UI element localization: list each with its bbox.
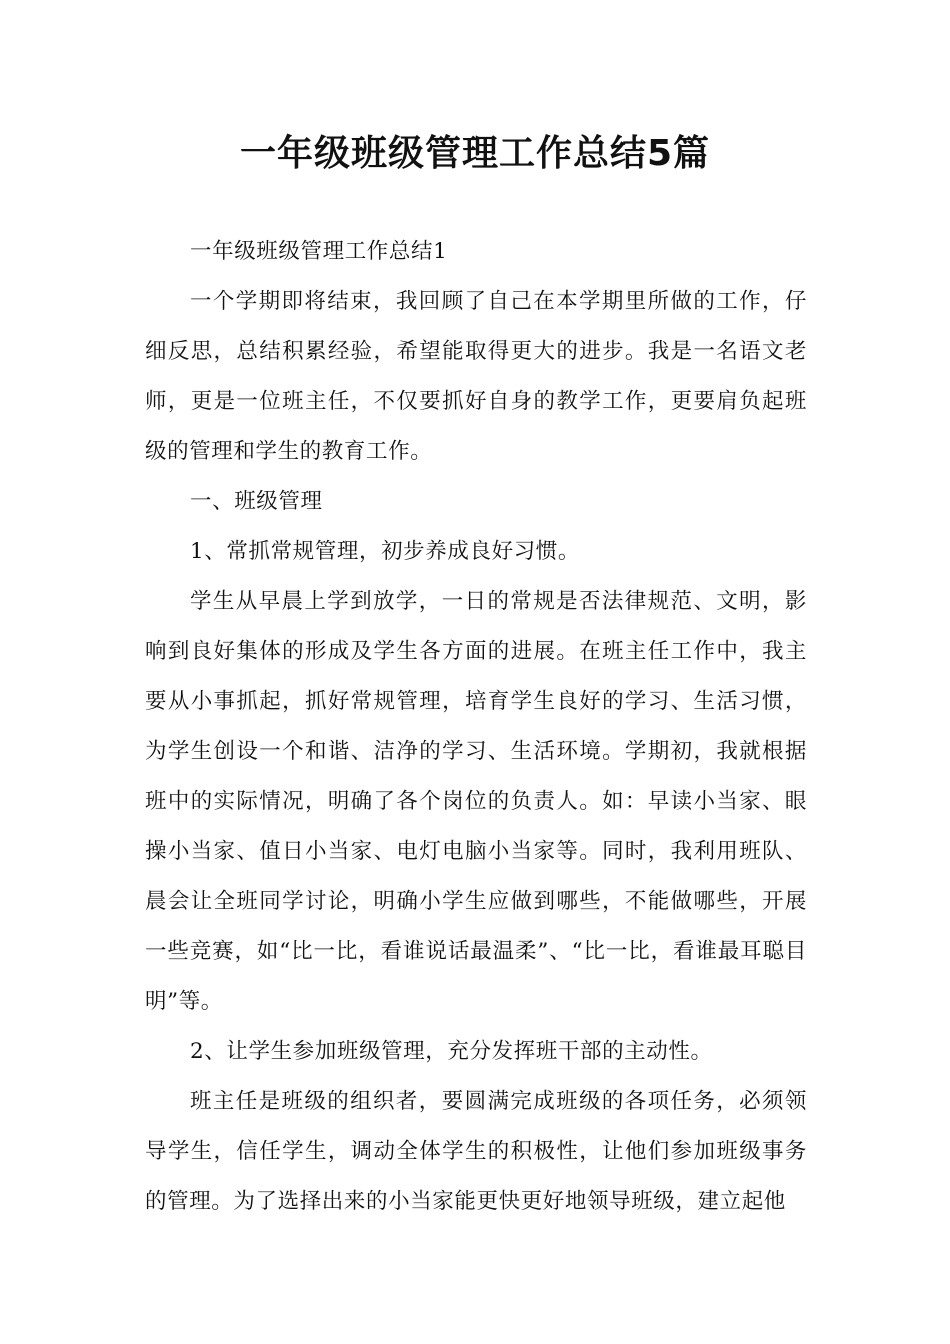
subheading-routine-management: 1、常抓常规管理，初步养成良好习惯。 <box>190 539 580 564</box>
subheading-student-participation: 2、让学生参加班级管理，充分发挥班干部的主动性。 <box>190 1039 713 1064</box>
section-heading-class-management: 一、班级管理 <box>190 489 323 514</box>
paragraph-student-participation: 班主任是班级的组织者，要圆满完成班级的各项任务，必须领导学生，信任学生，调动全体学生的积极性，让他们参加班级事务的管理。为了选择出来的小当家能更快更好地领导班级，建立起他 <box>145 1089 807 1214</box>
document-title: 一年级班级管理工作总结5篇 <box>239 133 711 174</box>
document-body <box>145 227 807 1227</box>
section-heading-summary-1: 一年级班级管理工作总结1 <box>190 239 448 264</box>
paragraph-intro: 一个学期即将结束，我回顾了自己在本学期里所做的工作，仔细反思，总结积累经验，希望能取得更大的进步。我是一名语文老师，更是一位班主任，不仅要抓好自身的教学工作，更要肩负起班级的管理和学生的教育工作。 <box>145 289 807 464</box>
paragraph-routine-management: 学生从早晨上学到放学，一日的常规是否法律规范、文明，影响到良好集体的形成及学生各方面的进展。在班主任工作中，我主要从小事抓起，抓好常规管理，培育学生良好的学习、生活习惯，为学生创设一个和谐、洁净的学习、生活环境。学期初，我就根据班中的实际情况，明确了各个岗位的负责人。如：早读小当家、眼操小当家、值日小当家、电灯电脑小当家等。同时，我利用班队、晨会让全班同学讨论，明确小学生应做到哪些，不能做哪些，开展一些竞赛，如“比一比，看谁说话最温柔”、“比一比，看谁最耳聪目明”等。 <box>145 589 807 1014</box>
